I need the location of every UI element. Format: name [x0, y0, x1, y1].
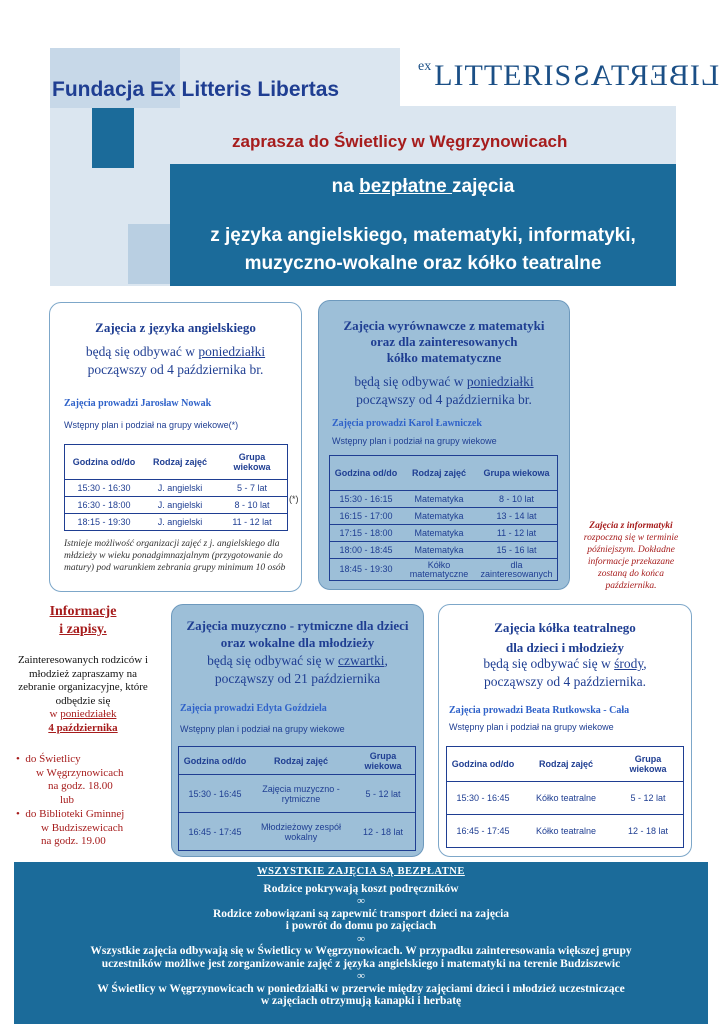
- table-cell: 12 - 18 lat: [627, 826, 669, 836]
- logo-prefix: ex: [418, 59, 432, 74]
- music-title-line-2: oraz wokalne dla młodzieży: [220, 635, 375, 650]
- table-cell: 15:30 - 16:30: [77, 483, 131, 493]
- footer-line-2b: i powrót do domu po zajęciach: [285, 920, 437, 932]
- table-row: [330, 559, 558, 581]
- math-schedule-table: [329, 455, 558, 581]
- table-cell: 16:15 - 17:00: [339, 511, 393, 521]
- info-or: lub: [60, 793, 75, 806]
- table-row: [447, 782, 684, 815]
- table-cell: 13 - 14 lat: [496, 511, 537, 521]
- table-cell: 18:45 - 19:30: [339, 564, 393, 574]
- informatics-title: Zajęcia z informatyki: [589, 521, 673, 531]
- table-cell: Matematyka: [414, 494, 464, 504]
- theatre-schedule-text: [438, 655, 692, 691]
- logo-word-right-mirrored: LIBERTAS: [572, 59, 720, 92]
- info-title-line-2: i zapisy.: [59, 622, 107, 637]
- table-cell: Matematyka: [414, 545, 464, 555]
- subjects-heading: [170, 222, 676, 278]
- table-header: Grupa wiekowa: [233, 452, 271, 472]
- table-row: [179, 775, 416, 813]
- english-leader: Zajęcia prowadzi Jarosław Nowak: [64, 398, 212, 409]
- table-row: [330, 491, 558, 508]
- math-schedule-text: [318, 373, 570, 409]
- math-title-line-3: kółko matematyczne: [386, 350, 502, 365]
- table-cell: Kółko teatralne: [535, 793, 597, 803]
- table-cell: J. angielski: [157, 483, 203, 493]
- table-cell: Zajęcia muzyczno - rytmiczne: [262, 783, 340, 804]
- footer-line-1: Rodzice pokrywają koszt podręczników: [263, 882, 459, 895]
- footer-line-3a: Wszystkie zajęcia odbywają się w Świetlicy w Węgrzynowicach. W przypadku zainteresowania większej grupy: [90, 945, 632, 957]
- footnote-marker: (*): [289, 494, 299, 504]
- informatics-note: [574, 520, 688, 592]
- theatre-line1-prefix: będą się odbywać się w: [483, 656, 615, 671]
- table-cell: Matematyka: [414, 511, 464, 521]
- table-cell: 11 - 12 lat: [232, 517, 272, 527]
- info-location-2: [16, 808, 166, 849]
- table-header: Rodzaj zajęć: [273, 755, 329, 766]
- theatre-leader: Zajęcia prowadzi Beata Rutkowska - Cała: [449, 705, 630, 716]
- music-leader: Zajęcia prowadzi Edyta Goździela: [180, 703, 327, 714]
- logo: [418, 59, 719, 93]
- informatics-body: rozpoczną się w terminie późniejszym. Dokładne informacje przekazane zostaną do końca października.: [583, 533, 679, 591]
- table-cell: dla zainteresowanych: [480, 559, 553, 579]
- location-1-line-2: w Węgrzynowicach: [36, 766, 124, 779]
- music-start-date: począwszy od 21 października: [214, 671, 381, 686]
- theatre-title: [438, 618, 692, 658]
- math-title: [318, 318, 570, 366]
- english-day: poniedziałki: [198, 344, 266, 359]
- free-classes-heading: [170, 176, 676, 198]
- table-row: [65, 480, 288, 497]
- english-title: Zajęcia z języka angielskiego: [95, 320, 256, 335]
- table-cell: Kółko teatralne: [535, 826, 597, 836]
- math-title-line-2: oraz dla zainteresowanych: [370, 334, 518, 349]
- music-schedule-table: [178, 746, 416, 851]
- table-row: [65, 514, 288, 531]
- english-start-date: począwszy od 4 października br.: [87, 362, 264, 377]
- table-header: Godzina od/do: [72, 457, 136, 467]
- table-row: [330, 542, 558, 559]
- location-2-time: na godz. 19.00: [41, 835, 106, 847]
- infinity-separator-icon: ∞: [357, 895, 365, 907]
- location-2-line-2: w Budziszewicach: [41, 821, 124, 834]
- infinity-separator-icon: ∞: [357, 932, 365, 945]
- table-header: Godzina od/do: [451, 759, 515, 769]
- footer-line-2a: Rodzice zobowiązani są zapewnić transport dzieci na zajęcia: [212, 907, 510, 920]
- table-header: Grupa wiekowa: [364, 750, 402, 771]
- math-start-date: począwszy od 4 października br.: [356, 392, 532, 407]
- music-schedule-text: [171, 652, 424, 688]
- english-plan-label: Wstępny plan i podział na grupy wiekowe(*): [64, 420, 239, 430]
- table-cell: 16:30 - 18:00: [77, 500, 131, 510]
- table-header: Rodzaj zajęć: [152, 457, 208, 467]
- music-plan-label: Wstępny plan i podział na grupy wiekowe: [180, 724, 345, 734]
- table-cell: 16:45 - 17:45: [456, 826, 510, 836]
- theatre-start-date: począwszy od 4 października.: [484, 674, 646, 689]
- logo-word-left: LITTERIS: [434, 59, 573, 92]
- math-title-line-1: Zajęcia wyrównawcze z matematyki: [343, 318, 545, 333]
- table-cell: 8 - 10 lat: [234, 500, 270, 510]
- table-cell: J. angielski: [157, 500, 203, 510]
- bullet-icon: •: [16, 753, 20, 765]
- table-cell: 15 - 16 lat: [496, 545, 537, 555]
- music-line1-prefix: będą się odbywać się w: [207, 653, 338, 668]
- info-title: [22, 603, 144, 639]
- music-line1-suffix: ,: [384, 653, 388, 668]
- music-title-line-1: Zajęcia muzyczno - rytmiczne dla dzieci: [186, 618, 409, 633]
- info-day: poniedziałek: [60, 708, 117, 720]
- table-row: [330, 525, 558, 542]
- theatre-schedule-table: [446, 746, 684, 848]
- info-paragraph: Zainteresowanych rodziców i młodzież zapraszamy na zebranie organizacyjne, które odbędzie się: [17, 654, 149, 707]
- table-cell: 17:15 - 18:00: [339, 528, 393, 538]
- free-word: bezpłatne: [359, 176, 453, 197]
- invite-text: zaprasza do Świetlicy w Węgrzynowicach: [232, 132, 568, 151]
- free-suffix: zajęcia: [452, 176, 515, 197]
- table-cell: 18:00 - 18:45: [339, 545, 393, 555]
- table-cell: 15:30 - 16:45: [456, 793, 510, 803]
- theatre-line1-suffix: ,: [643, 656, 647, 671]
- table-header: Grupa wiekowa: [629, 754, 667, 774]
- table-cell: Kółko matematyczne: [409, 559, 469, 579]
- table-cell: 18:15 - 19:30: [77, 517, 131, 527]
- footer-line-4a: W Świetlicy w Węgrzynowicach w poniedziałki w przerwie między zajęciami dzieci i młodzież uczestniczące: [97, 982, 625, 995]
- math-plan-label: Wstępny plan i podział na grupy wiekowe: [332, 436, 497, 446]
- footer-text: [14, 866, 708, 1008]
- table-cell: Matematyka: [414, 528, 464, 538]
- table-row: [65, 497, 288, 514]
- info-body: [10, 654, 156, 735]
- info-w: w: [49, 708, 61, 720]
- theatre-title-line-1: Zajęcia kółka teatralnego: [494, 620, 636, 635]
- table-cell: 15:30 - 16:15: [339, 494, 393, 504]
- info-date: 4 października: [48, 721, 118, 734]
- english-line1-prefix: będą się odbywać w: [85, 344, 199, 359]
- organization-title: Fundacja Ex Litteris Libertas: [52, 78, 340, 101]
- table-cell: 5 - 7 lat: [236, 483, 267, 493]
- header-decor-square: [92, 108, 134, 168]
- footer-heading: WSZYSTKIE ZAJĘCIA SĄ BEZPŁATNE: [257, 866, 465, 877]
- table-cell: 11 - 12 lat: [496, 528, 537, 538]
- table-row: [447, 815, 684, 848]
- table-cell: 8 - 10 lat: [498, 494, 535, 504]
- info-location-1: [16, 753, 156, 807]
- subjects-line-1: z języka angielskiego, matematyki, informatyki,: [210, 225, 636, 246]
- location-2-line-1: do Biblioteki Gminnej: [25, 808, 125, 820]
- header-decor-square-light: [128, 224, 170, 284]
- free-prefix: na: [331, 176, 360, 197]
- info-title-line-1: Informacje: [49, 604, 117, 619]
- table-header: Rodzaj zajęć: [538, 759, 594, 769]
- table-cell: 15:30 - 16:45: [188, 788, 242, 799]
- location-1-time: na godz. 18.00: [48, 780, 113, 792]
- math-leader: Zajęcia prowadzi Karol Ławniczek: [332, 418, 482, 429]
- table-cell: Młodzieżowy zespół wokalny: [260, 821, 342, 842]
- infinity-separator-icon: ∞: [357, 970, 365, 982]
- bullet-icon: •: [16, 808, 20, 820]
- table-cell: 5 - 12 lat: [630, 793, 666, 803]
- table-header: Godzina od/do: [183, 755, 247, 766]
- subjects-line-2: muzyczno-wokalne oraz kółko teatralne: [244, 253, 602, 274]
- table-cell: J. angielski: [157, 517, 203, 527]
- table-header: Grupa wiekowa: [483, 468, 550, 478]
- footer-line-4b: w zajęciach otrzymują kanapki i herbatę: [260, 995, 462, 1007]
- table-cell: 16:45 - 17:45: [188, 826, 242, 837]
- table-header: Godzina od/do: [334, 468, 398, 478]
- music-day: czwartki: [337, 653, 385, 668]
- footer-line-3b: uczestników możliwe jest zorganizowanie zajęć z języka angielskiego i matematyki na terenie Budziszewic: [101, 957, 621, 970]
- theatre-day: środy: [614, 656, 644, 671]
- table-row: [330, 508, 558, 525]
- music-title: [171, 617, 424, 651]
- theatre-title-line-2: dla dzieci i młodzieży: [505, 640, 625, 655]
- english-schedule-text: [49, 343, 302, 379]
- theatre-plan-label: Wstępny plan i podział na grupy wiekowe: [449, 722, 614, 732]
- table-cell: 5 - 12 lat: [365, 788, 401, 799]
- table-row: [179, 813, 416, 851]
- math-line1-prefix: będą się odbywać w: [354, 374, 467, 389]
- english-note: Istnieje możliwość organizacji zajęć z j. angielskiego dla młdzieży w wieku ponadgimnazjalnym (przygotowanie do matury) pod warunkiem zebrania grupy minimum 10 osób: [64, 539, 286, 573]
- english-schedule-table: [64, 444, 288, 531]
- location-1-line-1: do Świetlicy: [25, 753, 81, 765]
- table-cell: 12 - 18 lat: [362, 826, 404, 837]
- table-header: Rodzaj zajęć: [411, 468, 467, 478]
- math-day: poniedziałki: [466, 374, 534, 389]
